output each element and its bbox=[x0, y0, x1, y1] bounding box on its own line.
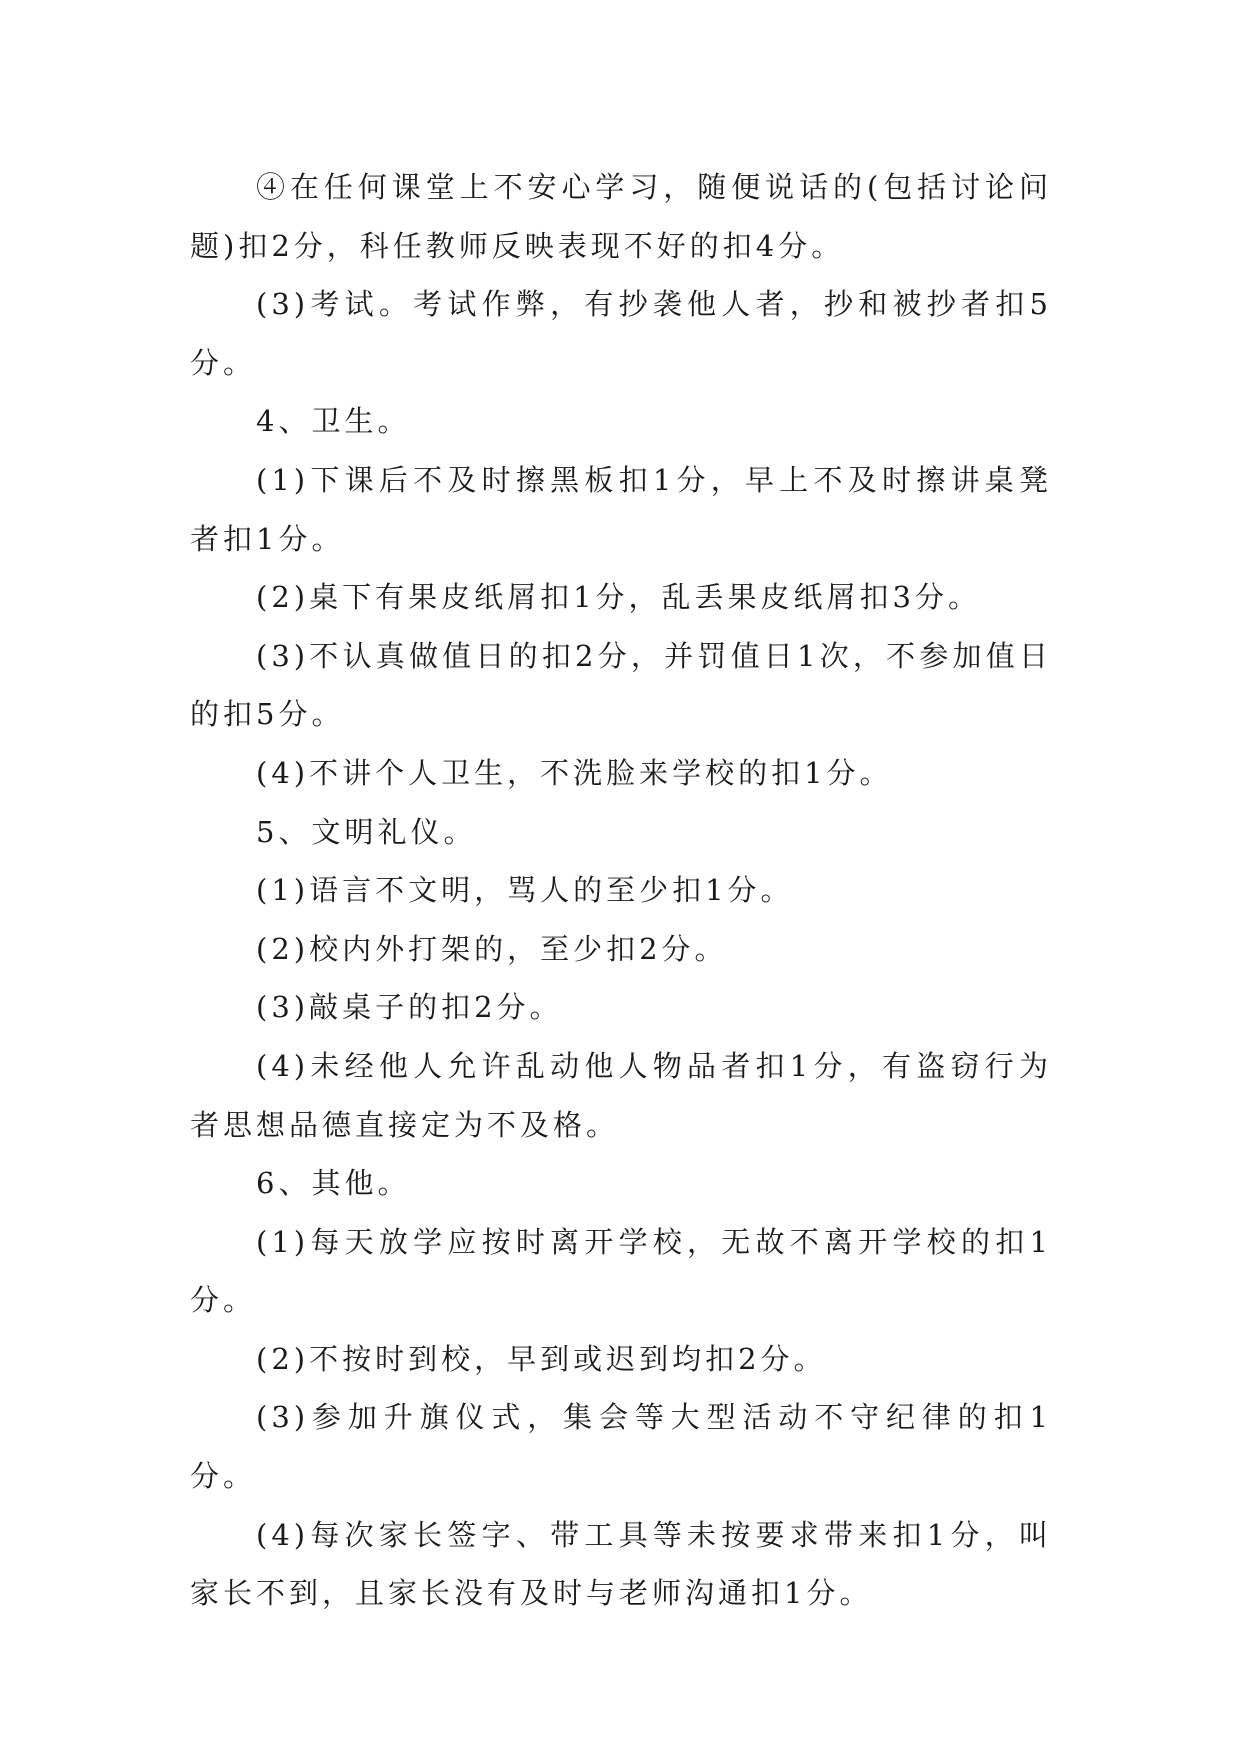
paragraph: (4)每次家长签字、带工具等未按要求带来扣1分，叫家长不到，且家长没有及时与老师沟通扣1分。 bbox=[190, 1517, 1052, 1611]
paragraph: (2)不按时到校，早到或迟到均扣2分。 bbox=[256, 1341, 827, 1376]
section-heading: 4、卫生。 bbox=[256, 404, 411, 439]
paragraph: (3)考试。考试作弊，有抄袭他人者，抄和被抄者扣5分。 bbox=[190, 287, 1052, 380]
paragraph: (3)不认真做值日的扣2分，并罚值日1次，不参加值日的扣5分。 bbox=[190, 638, 1052, 732]
section-heading: 5、文明礼仪。 bbox=[256, 814, 477, 849]
paragraph: (2)桌下有果皮纸屑扣1分，乱丢果皮纸屑扣3分。 bbox=[256, 580, 981, 615]
paragraph: (3)敲桌子的扣2分。 bbox=[256, 990, 563, 1025]
paragraph: (4)不讲个人卫生，不洗脸来学校的扣1分。 bbox=[256, 755, 893, 790]
section-heading: 6、其他。 bbox=[256, 1166, 411, 1201]
paragraph: (1)每天放学应按时离开学校，无故不离开学校的扣1分。 bbox=[190, 1224, 1052, 1318]
document-body bbox=[190, 158, 1052, 1623]
paragraph: (1)下课后不及时擦黑板扣1分，早上不及时擦讲桌凳者扣1分。 bbox=[190, 462, 1052, 556]
paragraph: (3)参加升旗仪式，集会等大型活动不守纪律的扣1分。 bbox=[190, 1400, 1052, 1494]
paragraph: (1)语言不文明，骂人的至少扣1分。 bbox=[256, 873, 794, 908]
paragraph: (4)未经他人允许乱动他人物品者扣1分，有盗窃行为者思想品德直接定为不及格。 bbox=[190, 1048, 1052, 1142]
paragraph: (2)校内外打架的，至少扣2分。 bbox=[256, 931, 728, 966]
paragraph: ④在任何课堂上不安心学习，随便说话的(包括讨论问题)扣2分，科任教师反映表现不好的扣4分。 bbox=[190, 170, 1052, 263]
